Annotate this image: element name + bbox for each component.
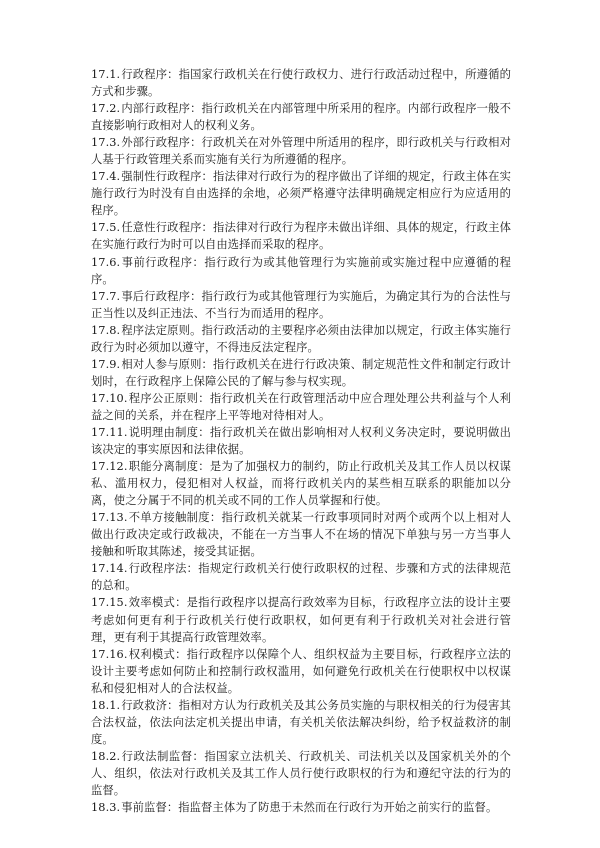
entry-text: 不单方接触制度：指行政机关就某一行政事项同时对两个或两个以上相对人做出行政决定或行政裁决，不能在一方当事人不在场的情况下单独与另一方当事人接触和听取其陈述，接受其证据。	[91, 511, 511, 559]
entry-number: 17.9.	[91, 357, 121, 371]
entry-number: 17.5.	[91, 221, 121, 235]
definition-entry	[91, 697, 511, 748]
entry-number: 17.10.	[91, 391, 128, 405]
entry-number: 17.14.	[91, 562, 128, 576]
entry-number: 17.8.	[91, 323, 121, 337]
entry-text: 强制性行政程序：指法律对行政行为的程序做出了详细的规定，行政主体在实施行政行为时没有自由选择的余地，必须严格遵守法律明确规定相应行为应适用的程序。	[91, 170, 511, 218]
definition-entry	[91, 594, 511, 645]
entry-number: 17.1.	[91, 68, 121, 81]
entry-text: 职能分离制度：是为了加强权力的制约，防止行政机关及其工作人员以权谋私、滥用权力，侵犯相对人权益，而将行政机关内的某些相互联系的职能加以分离，使之分属于不同的机关或不同的工作人员掌握和行使。	[91, 460, 511, 508]
definition-entry	[91, 100, 511, 134]
entry-number: 17.13.	[91, 511, 128, 525]
definition-entry	[91, 799, 511, 816]
entry-text: 相对人参与原则：指行政机关在进行行政决策、制定规范性文件和制定行政计划时，在行政程序上保障公民的了解与参与权实现。	[91, 357, 511, 388]
definition-entry	[91, 288, 511, 322]
entry-number: 17.6.	[91, 255, 121, 269]
entry-text: 权利模式：指行政程序以保障个人、组织权益为主要目标，行政程序立法的设计主要考虑如何防止和控制行政权滥用，如何避免行政机关在行使职权中以权谋私和侵犯相对人的合法权益。	[91, 647, 511, 695]
definition-entry	[91, 458, 511, 509]
entry-text: 程序法定原则。指行政活动的主要程序必须由法律加以规定，行政主体实施行政行为时必须加以遵守，不得违反法定程序。	[91, 323, 511, 354]
definition-entry	[91, 390, 511, 424]
entry-text: 事前行政程序：指行政行为或其他管理行为实施前或实施过程中应遵循的程序。	[91, 255, 511, 286]
entry-text: 说明理由制度：指行政机关在做出影响相对人权利义务决定时，要说明做出该决定的事实原因和法律依据。	[91, 425, 511, 457]
definition-entry	[91, 322, 511, 356]
definition-entry	[91, 134, 511, 168]
definition-entry	[91, 219, 511, 253]
entry-text: 行政救济：指相对方认为行政机关及其公务员实施的与职权相关的行为侵害其合法权益，依法向法定机关提出申请，有关机关依法解决纠纷，给予权益救济的制度。	[91, 698, 511, 746]
entry-number: 17.16.	[91, 647, 128, 661]
entry-text: 行政程序：指国家行政机关在行使行政权力、进行行政活动过程中，所遵循的方式和步骤。	[91, 68, 511, 99]
entry-text: 程序公正原则：指行政机关在行政管理活动中应合理处理公共利益与个人利益之间的关系，并在程序上平等地对待相对人。	[91, 391, 511, 422]
entry-text: 事后行政程序：指行政行为或其他管理行为实施后，为确定其行为的合法性与正当性以及纠正违法、不当行为而适用的程序。	[91, 289, 511, 320]
entry-text: 外部行政程序：行政机关在对外管理中所适用的程序，即行政机关与行政相对人基于行政管理关系而实施有关行为所遵循的程序。	[91, 136, 511, 167]
definition-entry	[91, 509, 511, 560]
definition-entry	[91, 168, 511, 219]
entry-number: 17.4.	[91, 170, 121, 184]
definition-entry	[91, 66, 511, 100]
entry-text: 效率模式：是指行政程序以提高行政效率为目标，行政程序立法的设计主要考虑如何更有利于行政机关行使行政职权，如何更有利于行政机关对社会进行管理，更有利于其提高行政管理效率。	[91, 596, 511, 644]
entry-number: 17.2.	[91, 102, 121, 116]
entry-text: 事前监督：指监督主体为了防患于未然而在行政行为开始之前实行的监督。	[121, 801, 498, 815]
entry-number: 17.3.	[91, 136, 121, 150]
entry-text: 任意性行政程序：指法律对行政行为程序未做出详细、具体的规定，行政主体在实施行政行为时可以自由选择而采取的程序。	[91, 221, 511, 252]
definition-entry	[91, 560, 511, 594]
definition-entry	[91, 646, 511, 697]
entry-number: 18.2.	[91, 749, 121, 763]
entry-number: 17.15.	[91, 596, 128, 610]
definition-entry	[91, 254, 511, 288]
entry-number: 18.1.	[91, 698, 121, 712]
entry-text: 内部行政程序：指行政机关在内部管理中所采用的程序。内部行政程序一般不直接影响行政相对人的权利义务。	[91, 102, 511, 133]
entry-number: 18.3.	[91, 801, 121, 815]
definition-entry	[91, 748, 511, 799]
document-page	[91, 66, 511, 816]
entry-number: 17.12.	[91, 460, 128, 474]
entry-number: 17.11.	[91, 425, 128, 439]
definition-entry	[91, 356, 511, 390]
entry-text: 行政程序法：指规定行政机关行使行政职权的过程、步骤和方式的法律规范的总和。	[91, 562, 511, 593]
definition-entry	[91, 424, 511, 458]
entry-text: 行政法制监督：指国家立法机关、行政机关、司法机关以及国家机关外的个人、组织，依法对行政机关及其工作人员行使行政职权的行为和遵纪守法的行为的监督。	[91, 749, 511, 797]
entry-number: 17.7.	[91, 289, 121, 303]
